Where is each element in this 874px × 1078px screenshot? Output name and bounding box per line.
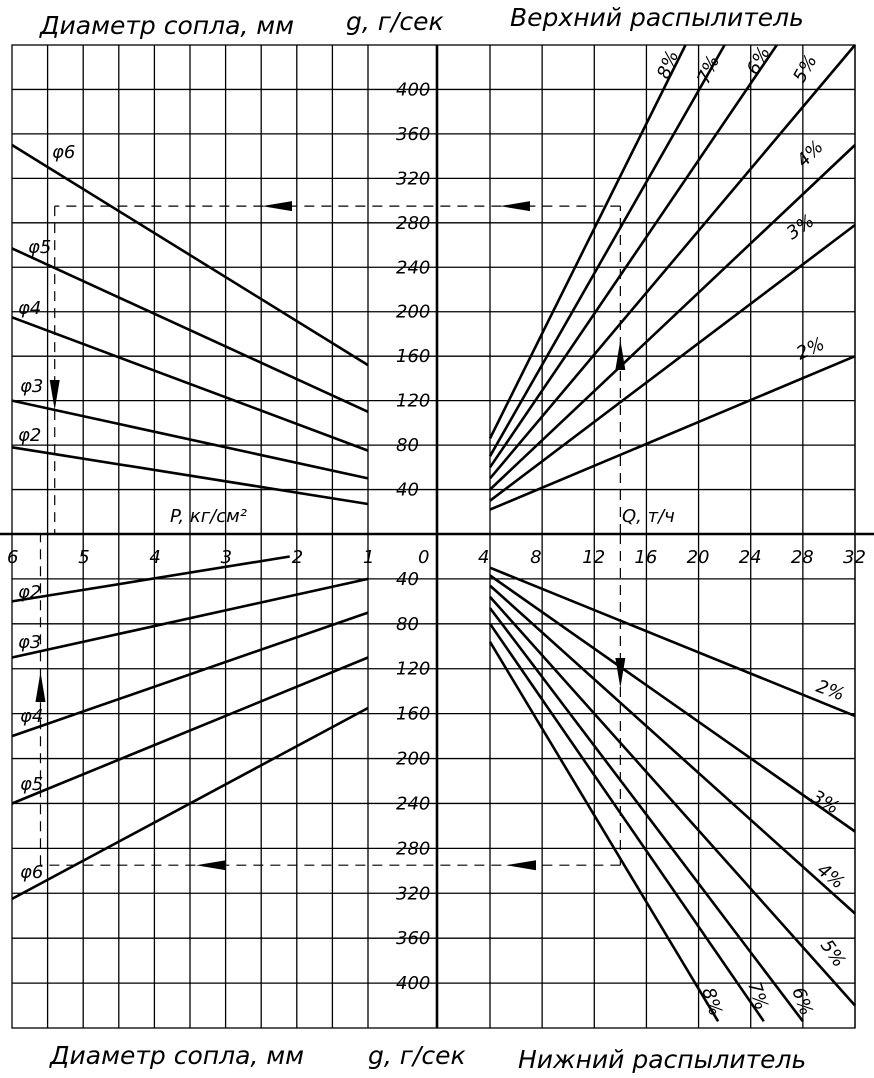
label-lower-sprayer-2: 4%: [812, 859, 849, 894]
tick-flow-20: 20: [686, 547, 710, 568]
title-nozzle-diameter-top: Диаметр сопла, мм: [40, 11, 295, 40]
label-upper-sprayer-4: 6%: [742, 43, 775, 79]
tick-pressure-2: 2: [291, 547, 304, 568]
axis-label-pressure: P, кг/см²: [170, 506, 247, 527]
tick-pressure-1: 1: [363, 547, 375, 568]
label-upper-nozzle-2: φ4: [18, 298, 42, 319]
label-lower-sprayer-6: 8%: [697, 985, 727, 1019]
label-lower-sprayer-4: 6%: [787, 984, 817, 1019]
tick-flow-8: 8: [530, 547, 542, 568]
origin-label: 0: [418, 547, 430, 568]
tick-flow-24: 24: [738, 547, 762, 568]
label-upper-nozzle-4: φ2: [18, 425, 42, 446]
label-lower-sprayer-3: 5%: [815, 935, 850, 972]
label-lower-sprayer-0: 2%: [813, 675, 848, 706]
tick-upper-g-360: 360: [396, 123, 431, 145]
upper-sprayer-line-5: [490, 45, 725, 456]
tick-pressure-3: 3: [220, 547, 233, 568]
title-g-top: g, г/сек: [346, 7, 444, 36]
tick-upper-g-200: 200: [396, 301, 431, 323]
lower-sprayer-line-5: [490, 624, 764, 1022]
tick-pressure-5: 5: [78, 547, 90, 568]
label-lower-nozzle-3: φ5: [20, 774, 44, 795]
tick-flow-28: 28: [790, 547, 814, 568]
label-lower-nozzle-4: φ6: [20, 862, 44, 883]
label-upper-nozzle-1: φ5: [28, 237, 52, 258]
title-lower-sprayer: Нижний распылитель: [518, 1045, 807, 1074]
tick-pressure-6: 6: [7, 547, 19, 568]
label-lower-nozzle-0: φ2: [18, 582, 42, 603]
label-upper-sprayer-0: 2%: [793, 333, 828, 365]
label-lower-sprayer-5: 7%: [743, 979, 773, 1013]
tick-flow-16: 16: [634, 547, 658, 568]
tick-lower-g-360: 360: [396, 928, 431, 950]
lower-sprayer-line-2: [490, 586, 855, 914]
lower-sprayer-line-0: [490, 568, 855, 716]
arrow-lower-pressure: [35, 672, 45, 702]
arrow-lower-flow: [615, 658, 625, 688]
label-lower-nozzle-1: φ3: [18, 632, 42, 653]
title-upper-sprayer: Верхний распылитель: [510, 3, 804, 32]
tick-upper-g-120: 120: [396, 390, 431, 412]
tick-lower-g-320: 320: [396, 883, 431, 905]
arrow-upper-g-right: [500, 201, 530, 211]
tick-lower-g-120: 120: [396, 658, 431, 680]
tick-lower-g-280: 280: [396, 838, 431, 860]
arrow-lower-g-right: [506, 860, 536, 870]
tick-flow-12: 12: [582, 547, 606, 568]
arrow-lower-g-left: [196, 860, 226, 870]
label-upper-sprayer-1: 3%: [782, 210, 819, 245]
label-upper-sprayer-5: 7%: [693, 52, 725, 88]
label-upper-nozzle-0: φ6: [52, 142, 76, 163]
tick-flow-4: 4: [478, 547, 490, 568]
tick-upper-g-160: 160: [396, 346, 431, 368]
tick-upper-g-320: 320: [396, 168, 431, 190]
tick-lower-g-160: 160: [396, 703, 431, 725]
label-lower-sprayer-1: 3%: [807, 786, 843, 819]
chart-frame: [12, 45, 855, 1028]
tick-upper-g-400: 400: [396, 79, 431, 101]
tick-upper-g-80: 80: [396, 435, 419, 457]
label-upper-sprayer-3: 5%: [789, 51, 822, 87]
tick-upper-g-280: 280: [396, 212, 431, 234]
label-lower-nozzle-2: φ4: [20, 706, 44, 727]
example-path-layer: [35, 201, 625, 870]
tick-upper-g-240: 240: [396, 257, 431, 279]
upper-sprayer-line-4: [490, 45, 777, 467]
upper-sprayer-line-0: [490, 356, 855, 509]
lower-sprayer-line-6: [490, 642, 718, 1022]
tick-pressure-4: 4: [149, 547, 161, 568]
grid-layer: [12, 45, 855, 1028]
tick-flow-32: 32: [843, 547, 866, 568]
tick-lower-g-400: 400: [396, 973, 431, 995]
arrow-upper-flow: [615, 340, 625, 370]
axis-label-flow: Q, т/ч: [622, 506, 675, 527]
label-upper-nozzle-3: φ3: [20, 376, 44, 397]
tick-upper-g-40: 40: [396, 479, 419, 501]
tick-lower-g-240: 240: [396, 793, 431, 815]
tick-lower-g-80: 80: [396, 613, 419, 635]
tick-lower-g-40: 40: [396, 568, 419, 590]
arrow-upper-pressure: [50, 380, 60, 410]
title-g-bottom: g, г/сек: [368, 1041, 466, 1070]
upper-sprayer-line-6: [490, 45, 686, 438]
title-nozzle-diameter-bottom: Диаметр сопла, мм: [50, 1041, 305, 1070]
arrow-upper-g-left: [262, 201, 292, 211]
upper-sprayer-line-3: [490, 45, 855, 478]
label-upper-sprayer-2: 4%: [792, 136, 828, 172]
tick-lower-g-200: 200: [396, 748, 431, 770]
label-upper-sprayer-6: 8%: [653, 47, 684, 82]
